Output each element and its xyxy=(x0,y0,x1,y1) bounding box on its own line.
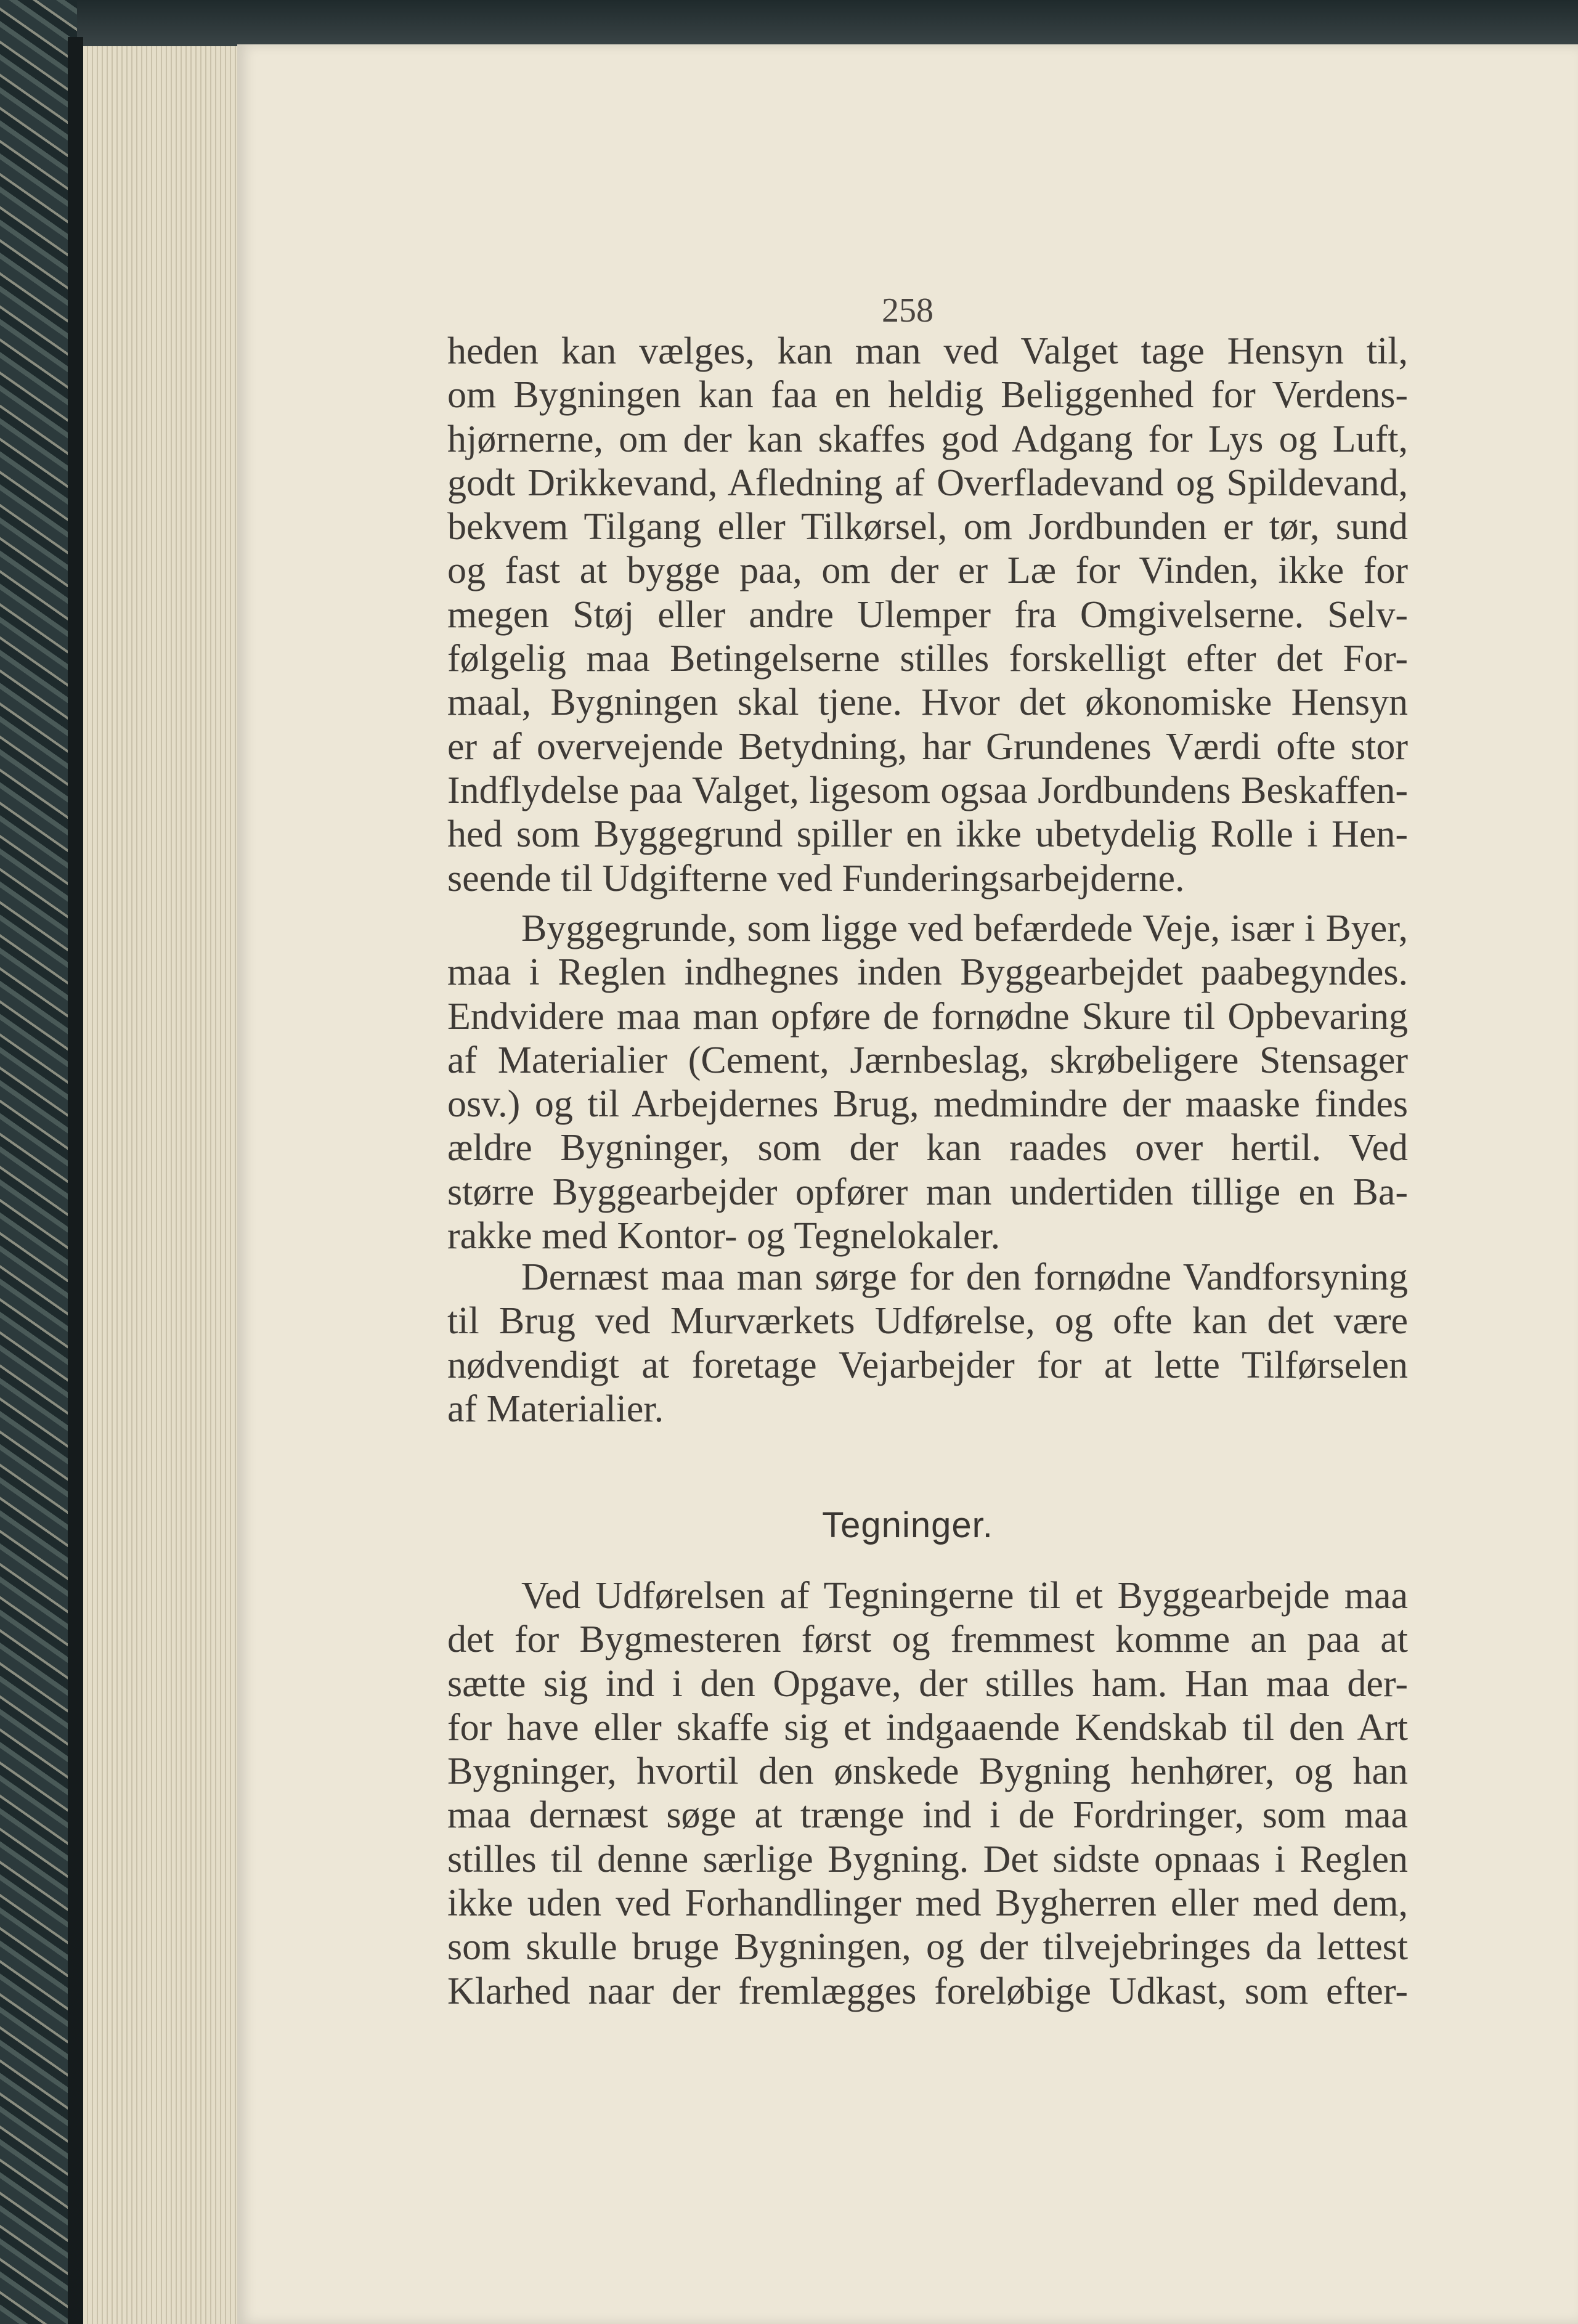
book-spine-edge xyxy=(68,37,83,2324)
text-line: er af overvejende Betydning, har Grundenes Værdi ofte stor xyxy=(447,725,1408,768)
text-line: større Byggearbejder opfører man undertiden tillige en Ba- xyxy=(447,1171,1408,1213)
text-line: bekvem Tilgang eller Tilkørsel, om Jordbunden er tør, sund xyxy=(447,506,1408,548)
page-number: 258 xyxy=(882,291,933,330)
text-line: maal, Bygningen skal tjene. Hvor det økonomiske Hensyn xyxy=(447,681,1408,724)
paragraph-2 xyxy=(447,907,1408,1258)
marbled-book-cover xyxy=(0,0,77,2324)
text-line: det for Bygmesteren først og fremmest komme an paa at xyxy=(447,1619,1408,1661)
text-line: stilles til denne særlige Bygning. Det sidste opnaas i Reglen xyxy=(447,1838,1408,1880)
text-line: maa i Reglen indhegnes inden Byggearbejdet paabegyndes. xyxy=(447,951,1408,994)
text-line: Endvidere maa man opføre de fornødne Skure til Opbevaring xyxy=(447,995,1408,1038)
book-cover-top xyxy=(0,0,1578,46)
text-line: godt Drikkevand, Afledning af Overfladevand og Spildevand, xyxy=(447,461,1408,504)
text-line: hed som Byggegrund spiller en ikke ubetydelig Rolle i Hen- xyxy=(447,813,1408,856)
paragraph-1 xyxy=(447,330,1408,901)
text-line: om Bygningen kan faa en heldig Beliggenhed for Verdens- xyxy=(447,374,1408,416)
text-line: sætte sig ind i den Opgave, der stilles ham. Han maa der- xyxy=(447,1662,1408,1705)
paragraph-3 xyxy=(447,1256,1408,1431)
text-line: osv.) og til Arbejdernes Brug, medmindre der maaske findes xyxy=(447,1083,1408,1126)
text-line: Bygninger, hvortil den ønskede Bygning henhører, og han xyxy=(447,1750,1408,1793)
text-line: og fast at bygge paa, om der er Læ for Vinden, ikke for xyxy=(447,550,1408,592)
text-line: af Materialier (Cement, Jærnbeslag, skrøbeligere Stensager xyxy=(447,1039,1408,1081)
text-line: for have eller skaffe sig et indgaaende Kendskab til den Art xyxy=(447,1706,1408,1749)
text-line: følgelig maa Betingelserne stilles forskelligt efter det For- xyxy=(447,638,1408,680)
text-line: hjørnerne, om der kan skaffes god Adgang for Lys og Luft, xyxy=(447,418,1408,460)
text-line: ikke uden ved Forhandlinger med Bygherren eller med dem, xyxy=(447,1882,1408,1925)
page-edges xyxy=(83,46,243,2324)
text-line: maa dernæst søge at trænge ind i de Fordringer, som maa xyxy=(447,1794,1408,1837)
text-line: Byggegrunde, som ligge ved befærdede Veje, især i Byer, xyxy=(521,908,1408,949)
text-line: af Materialier. xyxy=(447,1387,664,1430)
text-line: rakke med Kontor- og Tegnelokaler. xyxy=(447,1215,1001,1257)
text-line: som skulle bruge Bygningen, og der tilvejebringes da lettest xyxy=(447,1926,1408,1968)
text-line: nødvendigt at foretage Vejarbejder for at lette Tilførselen xyxy=(447,1344,1408,1386)
text-line: Klarhed naar der fremlægges foreløbige Udkast, som efter- xyxy=(447,1970,1408,2012)
text-line: ældre Bygninger, som der kan raades over hertil. Ved xyxy=(447,1127,1408,1169)
text-line: Dernæst maa man sørge for den fornødne Vandforsyning xyxy=(521,1256,1408,1298)
text-line: heden kan vælges, kan man ved Valget tage Hensyn til, xyxy=(447,330,1408,372)
section-heading: Tegninger. xyxy=(822,1505,993,1545)
text-line: megen Støj eller andre Ulemper fra Omgivelserne. Selv- xyxy=(447,593,1408,636)
text-line: seende til Udgifterne ved Funderingsarbejderne. xyxy=(447,857,1185,900)
book-page xyxy=(237,44,1578,2324)
text-line: Ved Udførelsen af Tegningerne til et Byggearbejde maa xyxy=(521,1575,1408,1617)
text-line: til Brug ved Murværkets Udførelse, og ofte kan det være xyxy=(447,1300,1408,1343)
section-paragraph xyxy=(447,1574,1408,2013)
text-line: Indflydelse paa Valget, ligesom ogsaa Jordbundens Beskaffen- xyxy=(447,769,1408,811)
